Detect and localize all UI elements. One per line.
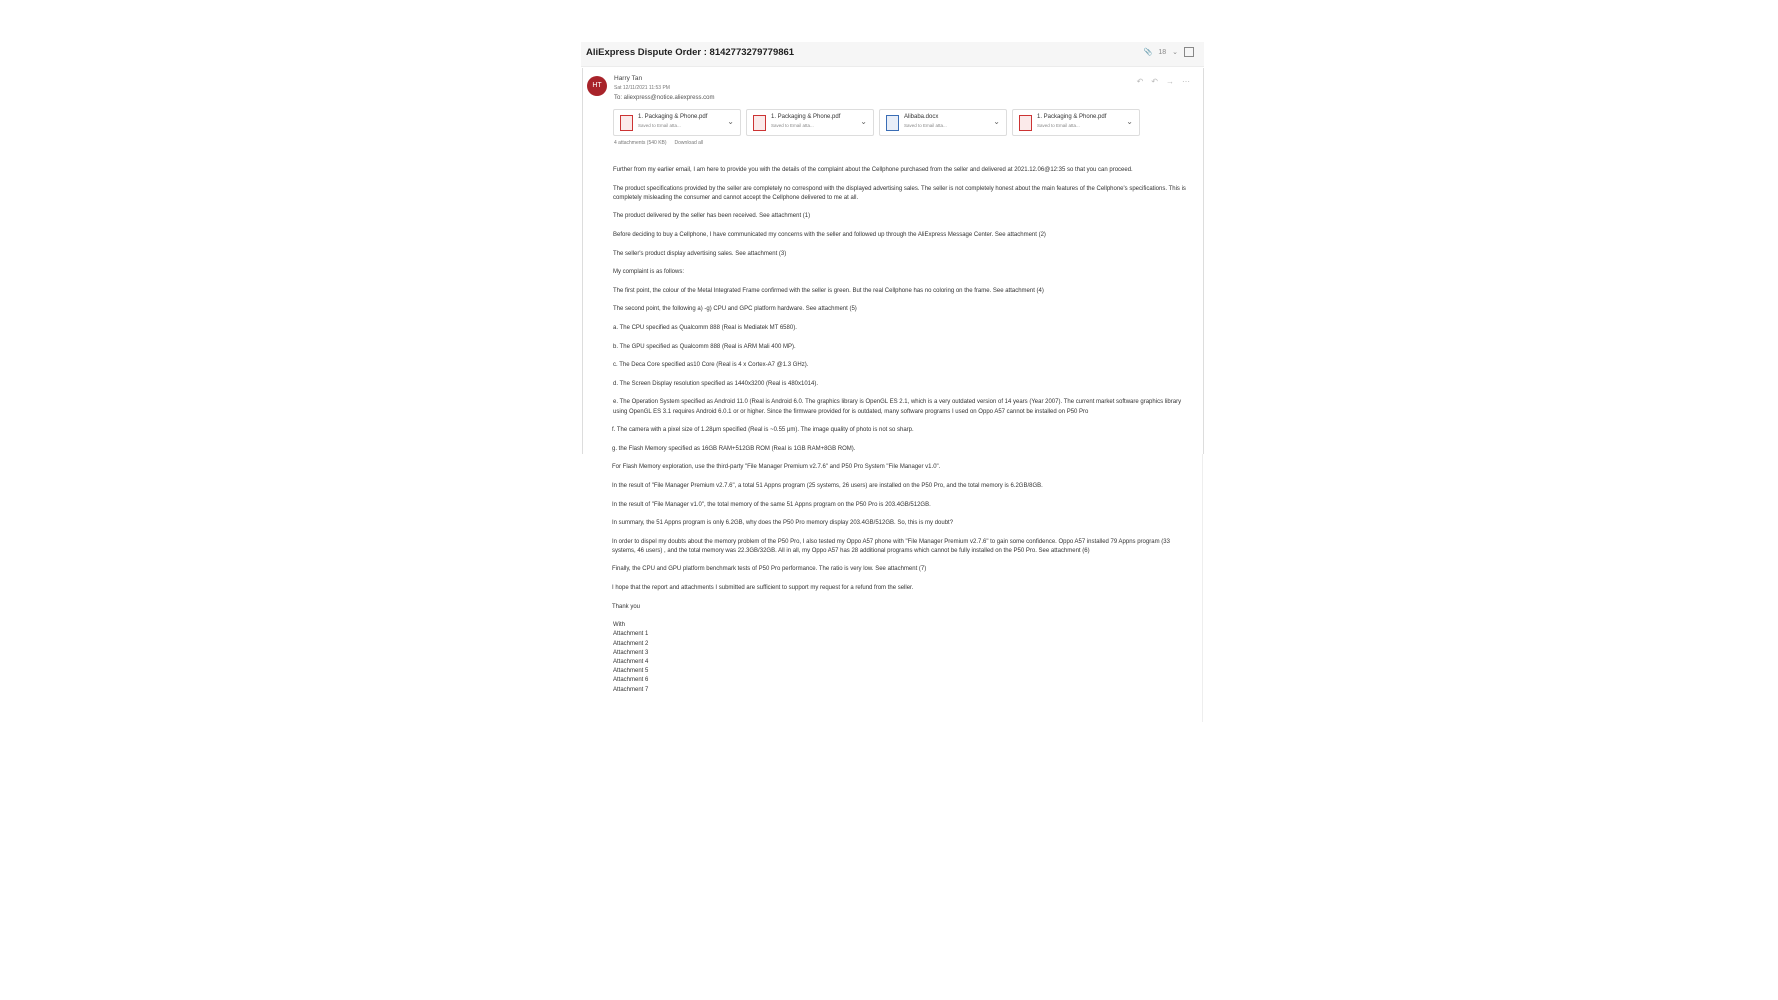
- sender-name[interactable]: Harry Tan: [614, 75, 643, 82]
- recipient: To: aliexpress@notice.aliexpress.com: [614, 95, 715, 101]
- body-paragraph: c. The Deca Core specified as10 Core (Real is 4 x Cortex-A7 @1.3 GHz).: [613, 362, 809, 369]
- closing-line: Attachment 2: [613, 640, 649, 647]
- email-view: [581, 42, 1204, 722]
- avatar: HT: [587, 76, 607, 96]
- subject-bar: [581, 42, 1204, 67]
- body-paragraph: Thank you: [612, 603, 641, 610]
- body-paragraph: The product delivered by the seller has been received. See attachment (1): [613, 213, 811, 220]
- body-paragraph: I hope that the report and attachments I submitted are sufficient to support my request for a refund from the seller.: [612, 585, 914, 592]
- attachment-card[interactable]: [746, 109, 874, 136]
- attachment-name: 1. Packaging & Phone.pdf: [1037, 114, 1107, 120]
- body-paragraph: g. the Flash Memory specified as 16GB RAM+512GB ROM (Real is 1GB RAM+8GB ROM).: [612, 445, 856, 452]
- body-paragraph: In the result of "File Manager Premium v2.7.6", a total 51 Appns program (25 systems, 26 users) are installed on the P50 Pro, and the total memory is 6.2GB/8GB.: [612, 482, 1043, 489]
- body-paragraph: The first point, the colour of the Metal Integrated Frame confirmed with the seller is green. But the real Cellphone has no coloring on the frame. See attachment (4): [613, 287, 1044, 294]
- download-all-link[interactable]: Download all: [674, 140, 704, 146]
- clip-icon[interactable]: 📎: [1143, 49, 1153, 56]
- reply-icon[interactable]: ↶: [1136, 77, 1144, 86]
- closing-line: Attachment 5: [613, 668, 649, 675]
- body-paragraph: a. The CPU specified as Qualcomm 888 (Real is Mediatek MT 6580).: [613, 324, 797, 331]
- forward-icon[interactable]: →: [1166, 77, 1174, 86]
- attachment-name: 1. Packaging & Phone.pdf: [638, 114, 708, 120]
- body-paragraph: For Flash Memory exploration, use the third-party "File Manager Premium v2.7.6" and P50 Pro System "File Manager v1.0".: [612, 464, 941, 471]
- pdf-file-icon: [753, 115, 766, 131]
- pdf-file-icon: [620, 115, 633, 131]
- subject-tools: [1144, 47, 1194, 57]
- body-paragraph: Finally, the CPU and GPU platform benchmark tests of P50 Pro performance. The ratio is very low. See attachment (7): [612, 566, 927, 573]
- word-file-icon: [886, 115, 899, 131]
- body-paragraph: b. The GPU specified as Qualcomm 888 (Real is ARM Mali 400 MP).: [613, 343, 796, 350]
- closing-line: Attachment 7: [613, 686, 649, 693]
- body-paragraph: In the result of "File Manager v1.0", the total memory of the same 51 Appns program on the P50 Pro is 203.4GB/512GB.: [612, 501, 931, 508]
- chevron-down-icon[interactable]: ⌄: [727, 117, 734, 126]
- attachment-status: Saved to Email atta...: [904, 123, 947, 128]
- attachment-card[interactable]: [613, 109, 741, 136]
- chevron-down-icon[interactable]: ⌄: [1126, 117, 1133, 126]
- sent-date: Sat 12/11/2021 11:53 PM: [614, 85, 670, 91]
- attachments-meta: [614, 140, 703, 146]
- attachment-list: [613, 109, 1140, 136]
- body-paragraph: In summary, the 51 Appns program is only 6.2GB, why does the P50 Pro memory display 203.4GB/512GB. So, this is my doubt?: [612, 520, 954, 527]
- attachment-card[interactable]: [1012, 109, 1140, 136]
- attachment-card[interactable]: [879, 109, 1007, 136]
- email-body: [613, 166, 1188, 695]
- body-paragraph: The product specifications provided by the seller are completely no correspond with the displayed advertising sales. The seller is not completely honest about the main features of the Cellphone's specifications. This is completely misleading the consumer and cannot accept the Cellphone delivered to me at all.: [613, 185, 1186, 201]
- chevron-down-icon[interactable]: ⌄: [993, 117, 1000, 126]
- attachment-name: 1. Packaging & Phone.pdf: [771, 114, 841, 120]
- body-paragraph: The seller's product display advertising sales. See attachment (3): [613, 250, 787, 257]
- closing-line: Attachment 3: [613, 649, 649, 656]
- attachments-summary: 4 attachments (540 KB): [614, 140, 667, 146]
- body-paragraph: Before deciding to buy a Cellphone, I have communicated my concerns with the seller and followed up through the AliExpress Message Center. See attachment (2): [613, 231, 1046, 238]
- attachment-status: Saved to Email atta...: [1037, 123, 1080, 128]
- body-paragraph: The second point, the following a) -g) CPU and GPC platform hardware. See attachment (5): [613, 306, 857, 313]
- closing-line: Attachment 6: [613, 677, 649, 684]
- body-paragraph: My complaint is as follows:: [613, 269, 685, 276]
- chevron-down-icon[interactable]: ⌄: [1172, 49, 1178, 56]
- message-actions: [1137, 77, 1190, 86]
- email-subject: AliExpress Dispute Order : 8142773279779861: [586, 47, 795, 58]
- expand-icon[interactable]: [1184, 47, 1194, 57]
- body-paragraph: f. The camera with a pixel size of 1.28μm specified (Real is ~0.55 μm). The image quality of photo is not so sharp.: [612, 427, 914, 434]
- reply-all-icon[interactable]: ↶: [1151, 77, 1158, 86]
- message-count: 18: [1158, 48, 1167, 56]
- body-paragraph: e. The Operation System specified as Android 11.0 (Real is Android 6.0. The graphics library is OpenGL ES 2.1, which is a very outdated version of 14 years (Year 2007). The current market software graphics library using OpenGL ES 3.1 requires Android 6.0.1 or or higher. Since the firmware provided for is outdated, many software programs I used on Oppo A57 cannot be installed on P50 Pro: [613, 399, 1182, 415]
- more-icon[interactable]: ⋯: [1182, 77, 1190, 86]
- closing-list: [613, 621, 1188, 695]
- closing-line: With: [613, 622, 625, 629]
- attachment-status: Saved to Email atta...: [771, 123, 814, 128]
- attachment-name: Alibaba.docx: [904, 114, 939, 120]
- paragraph-list: [613, 166, 1188, 612]
- attachment-status: Saved to Email atta...: [638, 123, 681, 128]
- pdf-file-icon: [1019, 115, 1032, 131]
- closing-line: Attachment 1: [613, 631, 649, 638]
- body-paragraph: Further from my earlier email, I am here to provide you with the details of the complaint about the Cellphone purchased from the seller and delivered at 2021.12.06@12:35 so that you can proceed.: [613, 167, 1133, 173]
- chevron-down-icon[interactable]: ⌄: [860, 117, 867, 126]
- body-paragraph: d. The Screen Display resolution specified as 1440x3200 (Real is 480x1014).: [613, 380, 819, 387]
- closing-line: Attachment 4: [613, 659, 649, 666]
- body-paragraph: In order to dispel my doubts about the memory problem of the P50 Pro, I also tested my Oppo A57 phone with "File Manager Premium v2.7.6" to gain some confidence. Oppo A57 installed 79 Appns program (33 systems, 46 users) , and the total memory was 22.3GB/32GB. All in all, my Oppo A57 has 28 additional programs which cannot be fully installed on the P50 Pro. See attachment (6): [612, 538, 1170, 554]
